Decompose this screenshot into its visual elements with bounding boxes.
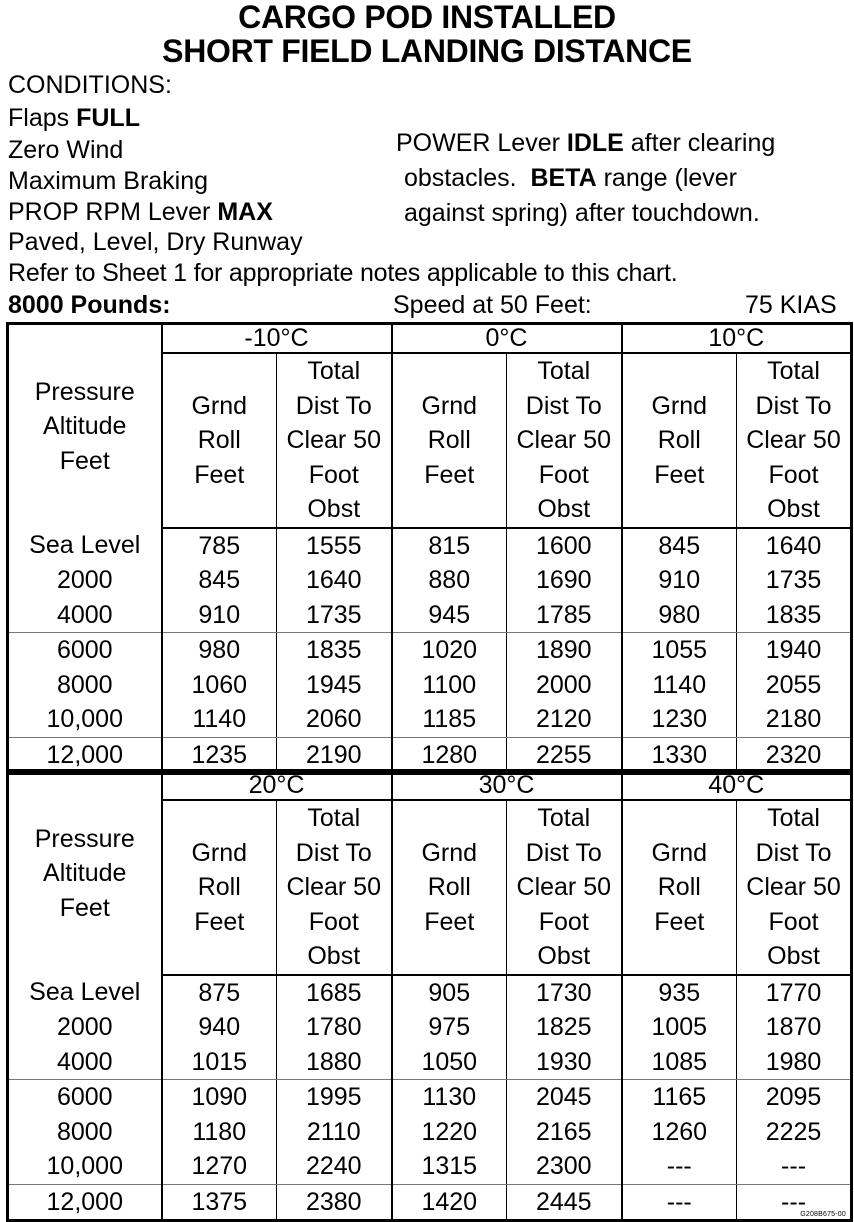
total-header-line: Total — [737, 800, 852, 836]
ground-roll-cell: 980 — [162, 633, 277, 668]
total-distance-cell: --- — [737, 1149, 852, 1184]
total-distance-cell: 2110 — [277, 1115, 392, 1150]
ground-roll-cell: 940 — [162, 1010, 277, 1045]
total-header-line: Foot — [507, 458, 622, 493]
power-note-line3: against spring) after touchdown. — [404, 199, 760, 227]
total-header-line: Dist To — [277, 389, 392, 424]
total-header-line: Clear 50 — [277, 870, 392, 905]
condition-wind: Zero Wind — [8, 136, 124, 164]
total-distance-cell: 1770 — [737, 975, 852, 1011]
total-header-line: Clear 50 — [737, 423, 852, 458]
ground-roll-cell: --- — [622, 1149, 737, 1184]
flaps-prefix: Flaps — [8, 104, 77, 132]
temperature-header: 40°C — [622, 771, 852, 801]
ground-roll-cell: 1230 — [622, 702, 737, 737]
altitude-cell: 6000 — [8, 1080, 162, 1115]
landing-table-cold — [6, 322, 853, 775]
altitude-cell: 6000 — [8, 633, 162, 668]
total-distance-cell: 1785 — [507, 598, 622, 633]
ground-roll-cell: 1015 — [162, 1045, 277, 1080]
temperature-header-row — [8, 771, 852, 801]
power-suffix: after clearing — [623, 129, 776, 157]
grnd-header-line: Grnd — [162, 389, 277, 424]
total-header-line: Dist To — [507, 836, 622, 871]
table-body — [8, 975, 852, 1221]
table-row — [8, 668, 852, 703]
beta-suffix: range (lever — [596, 164, 738, 192]
ground-roll-cell: 975 — [392, 1010, 507, 1045]
altitude-header — [8, 771, 162, 975]
total-distance-cell: --- — [737, 1184, 852, 1221]
total-header-line: Total — [507, 353, 622, 389]
total-distance-cell: 1870 — [737, 1010, 852, 1045]
total-distance-cell: 1825 — [507, 1010, 622, 1045]
ground-roll-cell: 1180 — [162, 1115, 277, 1150]
power-prefix: POWER Lever — [396, 129, 567, 157]
total-distance-cell: 1735 — [277, 598, 392, 633]
total-distance-cell: 1930 — [507, 1045, 622, 1080]
total-header-line: Total — [737, 353, 852, 389]
beta-bold: BETA — [530, 164, 597, 192]
table-row — [8, 1045, 852, 1080]
weight-label: 8000 Pounds: — [8, 291, 171, 319]
total-header-line: Dist To — [277, 836, 392, 871]
total-distance-cell: 1780 — [277, 1010, 392, 1045]
altitude-header-line: Pressure — [34, 824, 135, 853]
table-row — [8, 1184, 852, 1221]
temperature-header: 20°C — [162, 771, 392, 801]
grnd-header-line: Grnd — [622, 389, 737, 424]
total-header-line: Obst — [737, 939, 852, 975]
condition-flaps — [8, 103, 140, 133]
total-header-line: Obst — [507, 939, 622, 975]
grnd-header-line: Feet — [162, 905, 277, 940]
ground-roll-cell: 905 — [392, 975, 507, 1011]
total-distance-cell: 1995 — [277, 1080, 392, 1115]
ground-roll-cell: 845 — [162, 563, 277, 598]
ground-roll-cell: 1280 — [392, 737, 507, 774]
total-header-line: Obst — [507, 492, 622, 528]
total-distance-cell: 2165 — [507, 1115, 622, 1150]
total-distance-cell: 1640 — [277, 563, 392, 598]
figure-code: G208B675-00 — [800, 1211, 846, 1218]
total-distance-cell: 1640 — [737, 528, 852, 564]
altitude-cell: 10,000 — [8, 1149, 162, 1184]
total-header-line: Obst — [277, 939, 392, 975]
power-bold: IDLE — [566, 129, 624, 157]
landing-table-warm — [6, 769, 853, 1222]
total-distance-cell: 2445 — [507, 1184, 622, 1221]
altitude-header-line: Feet — [59, 893, 110, 922]
condition-runway: Paved, Level, Dry Runway — [8, 228, 303, 256]
altitude-cell: 4000 — [8, 598, 162, 633]
altitude-cell: 12,000 — [8, 737, 162, 774]
total-header-line: Dist To — [737, 836, 852, 871]
total-header-line: Foot — [507, 905, 622, 940]
table-row — [8, 633, 852, 668]
table-row — [8, 975, 852, 1011]
power-note-line2 — [404, 163, 737, 193]
refer-note: Refer to Sheet 1 for appropriate notes applicable to this chart. — [8, 259, 678, 287]
total-distance-cell: 1555 — [277, 528, 392, 564]
total-distance-cell: 1685 — [277, 975, 392, 1011]
total-header-line: Clear 50 — [277, 423, 392, 458]
total-header-line: Total — [277, 800, 392, 836]
condition-braking: Maximum Braking — [8, 167, 209, 195]
ground-roll-cell: --- — [622, 1184, 737, 1221]
grnd-header-line: Roll — [622, 870, 737, 905]
total-distance-cell: 2225 — [737, 1115, 852, 1150]
table-row — [8, 598, 852, 633]
ground-roll-cell: 1100 — [392, 668, 507, 703]
total-distance-cell: 1735 — [737, 563, 852, 598]
total-distance-cell: 1945 — [277, 668, 392, 703]
total-distance-cell: 1690 — [507, 563, 622, 598]
altitude-header-line: Pressure — [34, 377, 135, 406]
ground-roll-cell: 785 — [162, 528, 277, 564]
ground-roll-cell: 980 — [622, 598, 737, 633]
total-distance-cell: 1835 — [277, 633, 392, 668]
total-distance-cell: 2380 — [277, 1184, 392, 1221]
beta-prefix: obstacles. — [404, 164, 531, 192]
chart-title-line2: SHORT FIELD LANDING DISTANCE — [162, 33, 692, 69]
table-row — [8, 1115, 852, 1150]
ground-roll-cell: 1055 — [622, 633, 737, 668]
ground-roll-cell: 880 — [392, 563, 507, 598]
ground-roll-cell: 1270 — [162, 1149, 277, 1184]
ground-roll-cell: 875 — [162, 975, 277, 1011]
total-distance-cell: 1600 — [507, 528, 622, 564]
total-distance-cell: 1880 — [277, 1045, 392, 1080]
grnd-header-line: Grnd — [622, 836, 737, 871]
total-distance-cell: 2240 — [277, 1149, 392, 1184]
prop-prefix: PROP RPM Lever — [8, 198, 218, 226]
condition-prop — [8, 197, 273, 227]
ground-roll-cell: 1020 — [392, 633, 507, 668]
ground-roll-cell: 910 — [162, 598, 277, 633]
ground-roll-cell: 1130 — [392, 1080, 507, 1115]
total-distance-cell: 2000 — [507, 668, 622, 703]
grnd-header-line: Grnd — [392, 836, 507, 871]
total-distance-cell: 2255 — [507, 737, 622, 774]
power-note-line1 — [396, 128, 775, 158]
grnd-header-line: Grnd — [392, 389, 507, 424]
grnd-header-line: Roll — [162, 870, 277, 905]
total-header-line: Clear 50 — [737, 870, 852, 905]
speed-value: 75 KIAS — [745, 291, 837, 319]
table-row — [8, 1080, 852, 1115]
chart-title-line1: CARGO POD INSTALLED — [238, 0, 616, 35]
total-distance-cell: 2095 — [737, 1080, 852, 1115]
temperature-header: 10°C — [622, 324, 852, 354]
ground-roll-cell: 845 — [622, 528, 737, 564]
ground-roll-cell: 1235 — [162, 737, 277, 774]
ground-roll-cell: 1140 — [622, 668, 737, 703]
ground-roll-cell: 1375 — [162, 1184, 277, 1221]
total-distance-cell: 2045 — [507, 1080, 622, 1115]
ground-roll-cell: 1330 — [622, 737, 737, 774]
total-distance-cell: 1835 — [737, 598, 852, 633]
ground-roll-cell: 1050 — [392, 1045, 507, 1080]
ground-roll-cell: 945 — [392, 598, 507, 633]
speed-label: Speed at 50 Feet: — [393, 291, 592, 319]
total-distance-cell: 2120 — [507, 702, 622, 737]
ground-roll-cell: 1090 — [162, 1080, 277, 1115]
altitude-header-line: Altitude — [43, 412, 127, 440]
temperature-header: 30°C — [392, 771, 622, 801]
altitude-header-line: Altitude — [43, 859, 127, 887]
grnd-header-line: Feet — [392, 458, 507, 493]
total-distance-cell: 1980 — [737, 1045, 852, 1080]
altitude-cell: Sea Level — [8, 975, 162, 1011]
ground-roll-cell: 1165 — [622, 1080, 737, 1115]
total-distance-cell: 2320 — [737, 737, 852, 774]
table-row — [8, 1010, 852, 1045]
ground-roll-cell: 1260 — [622, 1115, 737, 1150]
grnd-header-line: Grnd — [162, 836, 277, 871]
grnd-header-line: Feet — [392, 905, 507, 940]
altitude-cell: 8000 — [8, 668, 162, 703]
total-header-line: Dist To — [737, 389, 852, 424]
total-header-line: Total — [507, 800, 622, 836]
altitude-cell: Sea Level — [8, 528, 162, 564]
ground-roll-cell: 1185 — [392, 702, 507, 737]
altitude-cell: 8000 — [8, 1115, 162, 1150]
ground-roll-cell: 910 — [622, 563, 737, 598]
ground-roll-cell: 935 — [622, 975, 737, 1011]
grnd-header-line: Roll — [392, 423, 507, 458]
altitude-cell: 4000 — [8, 1045, 162, 1080]
ground-roll-cell: 1005 — [622, 1010, 737, 1045]
altitude-cell: 10,000 — [8, 702, 162, 737]
ground-roll-cell: 1420 — [392, 1184, 507, 1221]
table-row — [8, 563, 852, 598]
temperature-header: 0°C — [392, 324, 622, 354]
grnd-header-line: Feet — [622, 458, 737, 493]
grnd-header-line: Roll — [622, 423, 737, 458]
total-distance-cell: 2190 — [277, 737, 392, 774]
table-body — [8, 528, 852, 774]
grnd-header-line: Feet — [162, 458, 277, 493]
total-distance-cell: 2180 — [737, 702, 852, 737]
total-header-line: Foot — [277, 458, 392, 493]
altitude-cell: 12,000 — [8, 1184, 162, 1221]
total-header-line: Clear 50 — [507, 870, 622, 905]
total-distance-cell: 1940 — [737, 633, 852, 668]
total-distance-cell: 2060 — [277, 702, 392, 737]
total-distance-cell: 1730 — [507, 975, 622, 1011]
ground-roll-cell: 1315 — [392, 1149, 507, 1184]
ground-roll-cell: 1140 — [162, 702, 277, 737]
total-distance-cell: 1890 — [507, 633, 622, 668]
ground-roll-cell: 1085 — [622, 1045, 737, 1080]
total-header-line: Obst — [737, 492, 852, 528]
altitude-cell: 2000 — [8, 563, 162, 598]
total-header-line: Total — [277, 353, 392, 389]
grnd-header-line: Feet — [622, 905, 737, 940]
ground-roll-cell: 1060 — [162, 668, 277, 703]
ground-roll-cell: 1220 — [392, 1115, 507, 1150]
ground-roll-cell: 815 — [392, 528, 507, 564]
temperature-header: -10°C — [162, 324, 392, 354]
grnd-header-line: Roll — [162, 423, 277, 458]
total-distance-cell: 2055 — [737, 668, 852, 703]
total-header-line: Clear 50 — [507, 423, 622, 458]
altitude-header-line: Feet — [59, 446, 110, 475]
grnd-header-line: Roll — [392, 870, 507, 905]
conditions-label: CONDITIONS: — [8, 71, 172, 99]
prop-value: MAX — [217, 198, 273, 226]
total-header-line: Dist To — [507, 389, 622, 424]
table-row — [8, 528, 852, 564]
temperature-header-row — [8, 324, 852, 354]
total-header-line: Obst — [277, 492, 392, 528]
flaps-value: FULL — [76, 104, 140, 132]
altitude-header — [8, 324, 162, 528]
total-header-line: Foot — [277, 905, 392, 940]
total-header-line: Foot — [737, 905, 852, 940]
table-row — [8, 702, 852, 737]
total-header-line: Foot — [737, 458, 852, 493]
altitude-cell: 2000 — [8, 1010, 162, 1045]
table-row — [8, 1149, 852, 1184]
total-distance-cell: 2300 — [507, 1149, 622, 1184]
